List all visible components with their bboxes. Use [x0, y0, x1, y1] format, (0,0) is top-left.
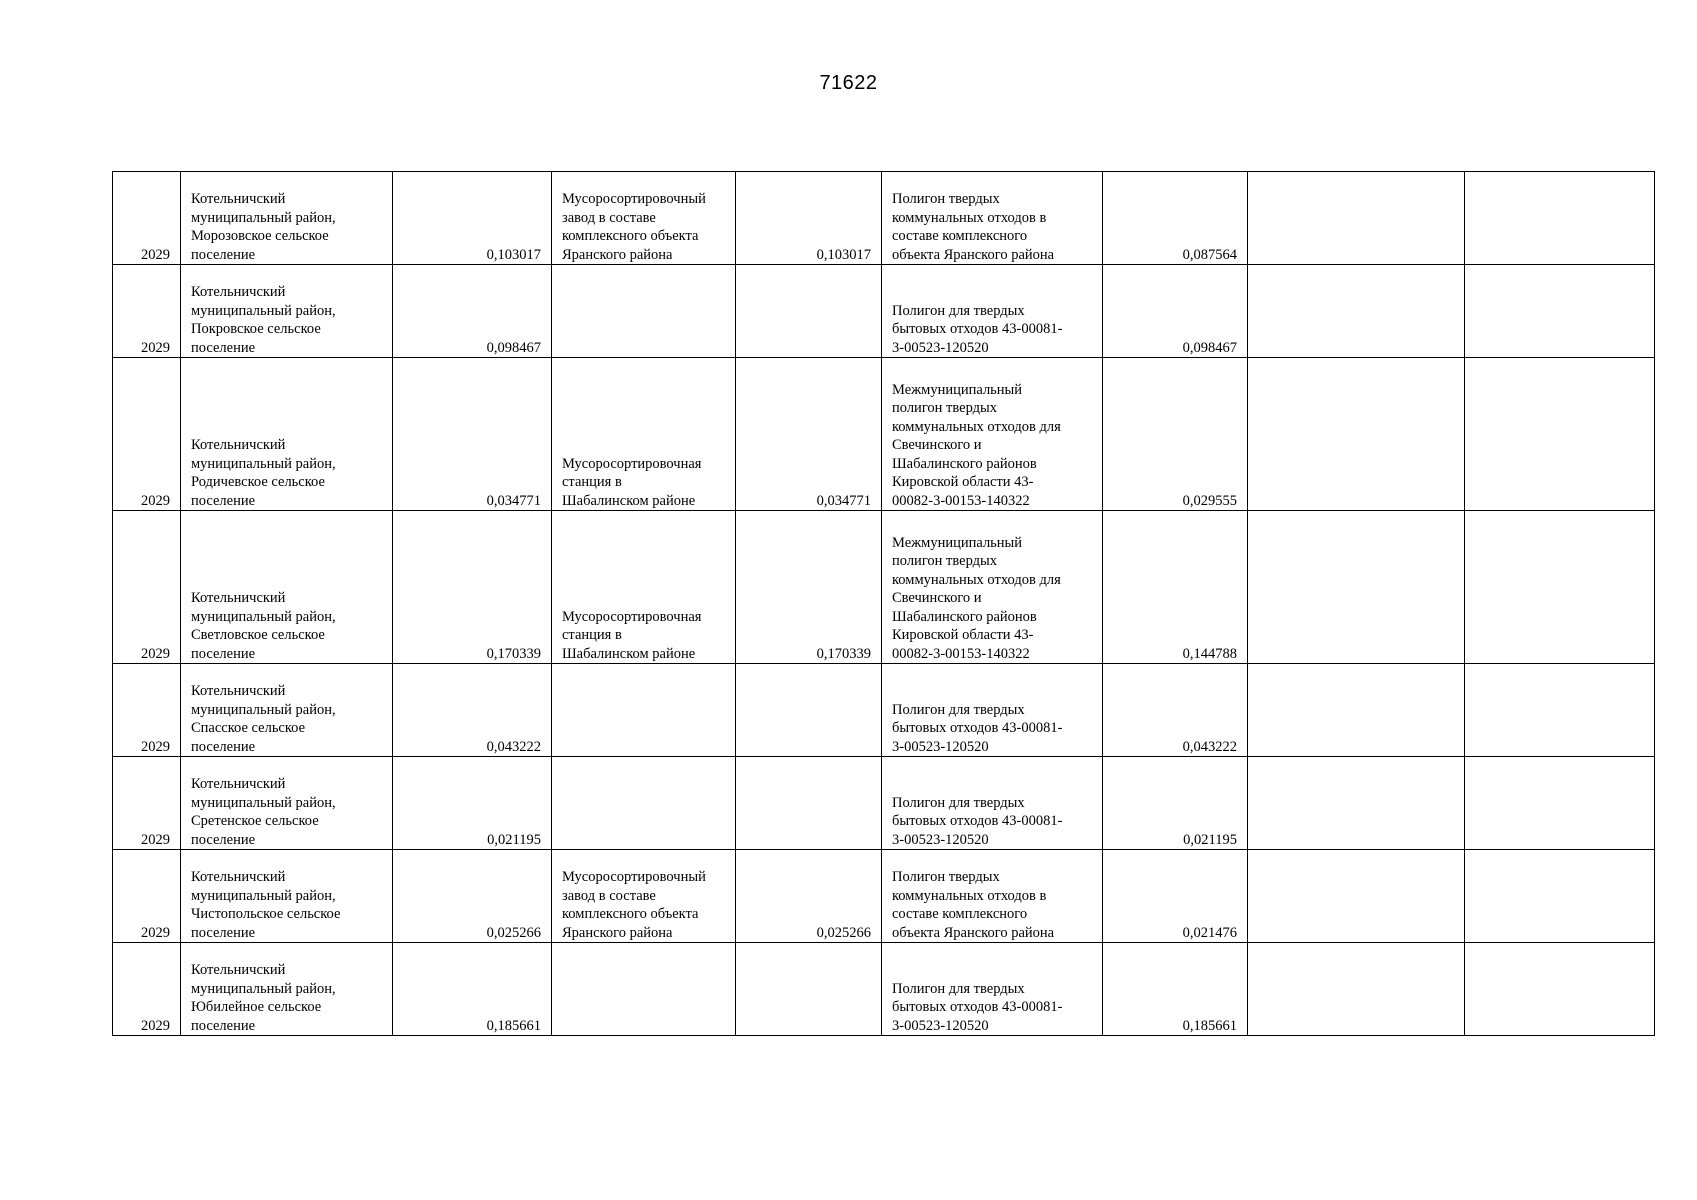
extra-cell-1: [1248, 172, 1465, 265]
year-cell: 2029: [113, 850, 181, 943]
table-row: [113, 265, 1655, 358]
page-number: 71622: [819, 72, 878, 94]
extra-cell-2: [1465, 757, 1655, 850]
year-cell: 2029: [113, 265, 181, 358]
processing-facility-cell: Мусоросортировочная станция в Шабалинском районе: [552, 511, 736, 664]
processing-mass-cell: [736, 757, 882, 850]
territory-cell: Котельничский муниципальный район, Юбилейное сельское поселение: [181, 943, 393, 1036]
mass-cell: 0,185661: [393, 943, 552, 1036]
extra-cell-2: [1465, 172, 1655, 265]
extra-cell-2: [1465, 265, 1655, 358]
extra-cell-1: [1248, 664, 1465, 757]
disposal-mass-cell: 0,029555: [1103, 358, 1248, 511]
year-cell: 2029: [113, 511, 181, 664]
disposal-facility-cell: Полигон твердых коммунальных отходов в составе комплексного объекта Яранского района: [882, 172, 1103, 265]
disposal-mass-cell: 0,021195: [1103, 757, 1248, 850]
territory-cell: Котельничский муниципальный район, Светловское сельское поселение: [181, 511, 393, 664]
extra-cell-2: [1465, 850, 1655, 943]
processing-facility-cell: [552, 943, 736, 1036]
year-cell: 2029: [113, 358, 181, 511]
year-cell: 2029: [113, 943, 181, 1036]
table-row: [113, 664, 1655, 757]
mass-cell: 0,021195: [393, 757, 552, 850]
extra-cell-2: [1465, 511, 1655, 664]
table-row: [113, 358, 1655, 511]
extra-cell-1: [1248, 265, 1465, 358]
table-row: [113, 172, 1655, 265]
extra-cell-1: [1248, 943, 1465, 1036]
year-cell: 2029: [113, 172, 181, 265]
disposal-mass-cell: 0,021476: [1103, 850, 1248, 943]
disposal-mass-cell: 0,043222: [1103, 664, 1248, 757]
territory-cell: Котельничский муниципальный район, Чистопольское сельское поселение: [181, 850, 393, 943]
disposal-facility-cell: Полигон для твердых бытовых отходов 43-00081- 3-00523-120520: [882, 664, 1103, 757]
disposal-mass-cell: 0,087564: [1103, 172, 1248, 265]
processing-facility-cell: [552, 664, 736, 757]
disposal-mass-cell: 0,098467: [1103, 265, 1248, 358]
disposal-facility-cell: Полигон для твердых бытовых отходов 43-00081- 3-00523-120520: [882, 757, 1103, 850]
territory-cell: Котельничский муниципальный район, Родичевское сельское поселение: [181, 358, 393, 511]
disposal-facility-cell: Межмуниципальный полигон твердых коммунальных отходов для Свечинского и Шабалинского районов Кировской области 43- 00082-3-00153-140322: [882, 358, 1103, 511]
extra-cell-1: [1248, 757, 1465, 850]
disposal-facility-cell: Межмуниципальный полигон твердых коммунальных отходов для Свечинского и Шабалинского районов Кировской области 43- 00082-3-00153-140322: [882, 511, 1103, 664]
territory-cell: Котельничский муниципальный район, Сретенское сельское поселение: [181, 757, 393, 850]
territory-cell: Котельничский муниципальный район, Покровское сельское поселение: [181, 265, 393, 358]
extra-cell-2: [1465, 358, 1655, 511]
table-row: [113, 850, 1655, 943]
disposal-facility-cell: Полигон для твердых бытовых отходов 43-00081- 3-00523-120520: [882, 265, 1103, 358]
waste-flow-table: [112, 171, 1655, 1036]
disposal-facility-cell: Полигон твердых коммунальных отходов в составе комплексного объекта Яранского района: [882, 850, 1103, 943]
extra-cell-1: [1248, 511, 1465, 664]
mass-cell: 0,170339: [393, 511, 552, 664]
extra-cell-2: [1465, 943, 1655, 1036]
processing-mass-cell: [736, 664, 882, 757]
year-cell: 2029: [113, 757, 181, 850]
processing-mass-cell: 0,034771: [736, 358, 882, 511]
extra-cell-1: [1248, 850, 1465, 943]
territory-cell: Котельничский муниципальный район, Спасское сельское поселение: [181, 664, 393, 757]
processing-mass-cell: 0,103017: [736, 172, 882, 265]
disposal-mass-cell: 0,144788: [1103, 511, 1248, 664]
processing-facility-cell: [552, 757, 736, 850]
mass-cell: 0,043222: [393, 664, 552, 757]
processing-facility-cell: Мусоросортировочная станция в Шабалинском районе: [552, 358, 736, 511]
territory-cell: Котельничский муниципальный район, Морозовское сельское поселение: [181, 172, 393, 265]
processing-mass-cell: 0,170339: [736, 511, 882, 664]
mass-cell: 0,034771: [393, 358, 552, 511]
processing-mass-cell: 0,025266: [736, 850, 882, 943]
processing-mass-cell: [736, 943, 882, 1036]
mass-cell: 0,025266: [393, 850, 552, 943]
mass-cell: 0,103017: [393, 172, 552, 265]
processing-facility-cell: Мусоросортировочный завод в составе комплексного объекта Яранского района: [552, 172, 736, 265]
table-row: [113, 943, 1655, 1036]
disposal-mass-cell: 0,185661: [1103, 943, 1248, 1036]
extra-cell-2: [1465, 664, 1655, 757]
processing-mass-cell: [736, 265, 882, 358]
processing-facility-cell: Мусоросортировочный завод в составе комплексного объекта Яранского района: [552, 850, 736, 943]
extra-cell-1: [1248, 358, 1465, 511]
table-row: [113, 511, 1655, 664]
mass-cell: 0,098467: [393, 265, 552, 358]
processing-facility-cell: [552, 265, 736, 358]
year-cell: 2029: [113, 664, 181, 757]
table-row: [113, 757, 1655, 850]
disposal-facility-cell: Полигон для твердых бытовых отходов 43-00081- 3-00523-120520: [882, 943, 1103, 1036]
